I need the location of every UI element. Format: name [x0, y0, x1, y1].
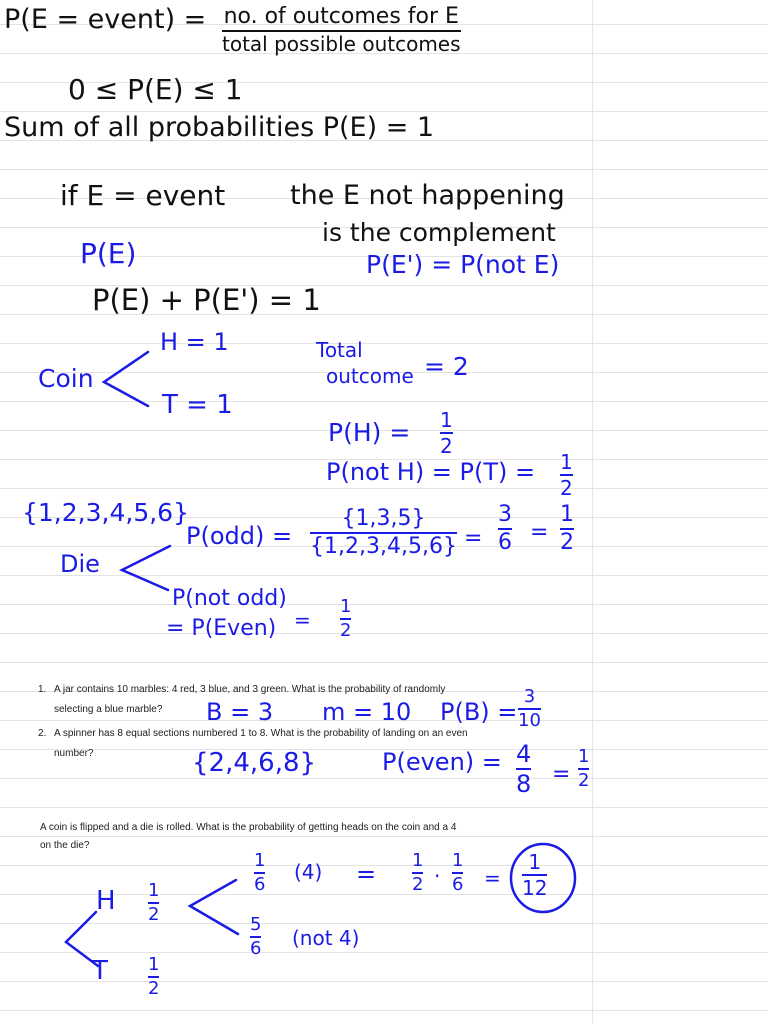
probability-range: 0 ≤ P(E) ≤ 1: [68, 73, 243, 106]
not-happening-text: the E not happening: [290, 180, 565, 211]
fraction-denominator: 2: [148, 978, 160, 999]
fraction-denominator: 2: [148, 904, 160, 925]
pnotodd-a: P(not odd): [172, 586, 287, 611]
fraction-denominator: 6: [452, 874, 464, 895]
coin-tails: T = 1: [162, 390, 233, 420]
fraction-denominator: 2: [412, 874, 424, 895]
formula-numerator: no. of outcomes for E: [223, 4, 459, 29]
pnoth-lhs: P(not H) = P(T) =: [326, 458, 536, 486]
p2-eq: =: [552, 762, 571, 787]
coin-label: Coin: [38, 364, 94, 393]
problem-3-line-1: A coin is flipped and a die is rolled. What is the probability of getting heads on the coin and a 4: [40, 822, 457, 833]
die-branch-stroke: [122, 546, 170, 590]
fraction-numerator: 1: [560, 502, 574, 527]
problem-2-number: 2.: [38, 728, 47, 739]
tree-tails: T: [92, 956, 108, 986]
fraction-numerator: 3: [498, 502, 512, 527]
fraction-numerator: 1: [528, 850, 542, 874]
fraction-denominator: 12: [522, 876, 548, 900]
is-complement-text: is the complement: [322, 218, 556, 247]
total-value: = 2: [424, 352, 469, 381]
pnotodd-eq: =: [294, 608, 311, 632]
die-label: Die: [60, 550, 100, 578]
podd-lhs: P(odd) =: [186, 522, 293, 550]
pe-text: P(E): [80, 237, 137, 270]
fraction-denominator: 6: [498, 530, 512, 555]
fraction-numerator: 1: [254, 850, 266, 871]
p1-total-count: m = 10: [322, 698, 412, 726]
pe-prime-text: P(E') = P(not E): [366, 250, 560, 279]
fraction-numerator: 1: [148, 954, 160, 975]
answer-circle: [511, 844, 575, 912]
fraction-numerator: 1: [148, 880, 160, 901]
tree-eq1: =: [356, 860, 377, 888]
podd-denominator: {1,2,3,4,5,6}: [310, 534, 457, 559]
tree-branch-4-label: (4): [294, 860, 323, 884]
coin-heads: H = 1: [160, 328, 229, 356]
p2-even-set: {2,4,6,8}: [192, 748, 317, 778]
tree-second-branch: [190, 880, 238, 934]
tree-branch-not4-label: (not 4): [292, 926, 360, 950]
p2-pe-lhs: P(even) =: [382, 748, 502, 776]
fraction-numerator: 1: [412, 850, 424, 871]
die-sample-space: {1,2,3,4,5,6}: [22, 498, 189, 527]
coin-branch-stroke: [104, 352, 148, 406]
ph-numerator: 1: [440, 408, 453, 432]
tree-eq2: =: [484, 866, 501, 890]
podd-eq1: =: [464, 526, 483, 551]
fraction-numerator: 3: [523, 686, 536, 707]
pnotodd-b: = P(Even): [166, 616, 277, 641]
fraction-numerator: 1: [578, 746, 590, 767]
if-event-text: if E = event: [60, 179, 226, 212]
p1-blue-count: B = 3: [206, 698, 274, 726]
fraction-denominator: 8: [516, 770, 532, 798]
podd-numerator: {1,3,5}: [341, 506, 426, 531]
fraction-denominator: 10: [518, 710, 541, 731]
fraction-denominator: 2: [560, 530, 574, 555]
problem-2-line-2: number?: [54, 748, 94, 759]
problem-1-line-2: selecting a blue marble?: [54, 704, 163, 715]
fraction-numerator: 1: [340, 596, 352, 617]
sum-of-probabilities: Sum of all probabilities P(E) = 1: [4, 112, 435, 143]
total-label-b: outcome: [326, 364, 414, 388]
problem-1-number: 1.: [38, 684, 47, 695]
problem-2-line-1: A spinner has 8 equal sections numbered 1 to 8. What is the probability of landing on an even: [54, 728, 468, 739]
formula-denominator: total possible outcomes: [222, 32, 461, 56]
problem-1-line-1: A jar contains 10 marbles: 4 red, 3 blue, and 3 green. What is the probability of randomly: [54, 684, 446, 695]
fraction-denominator: 2: [340, 620, 352, 641]
pnoth-numerator: 1: [560, 450, 573, 474]
ph-lhs: P(H) =: [328, 418, 411, 447]
fraction-numerator: 4: [516, 740, 532, 768]
pnoth-denominator: 2: [560, 476, 573, 500]
ph-denominator: 2: [440, 434, 453, 458]
podd-eq2: =: [530, 520, 549, 545]
tree-root-branch: [66, 912, 98, 966]
problem-3-line-2: on the die?: [40, 840, 90, 851]
fraction-numerator: 1: [452, 850, 464, 871]
fraction-denominator: 2: [578, 770, 590, 791]
pe-sum-text: P(E) + P(E') = 1: [92, 283, 321, 317]
fraction-denominator: 6: [250, 938, 262, 959]
tree-heads: H: [96, 886, 116, 916]
fraction-denominator: 6: [254, 874, 266, 895]
fraction-numerator: 5: [250, 914, 262, 935]
tree-dot: ·: [434, 864, 441, 888]
total-label-a: Total: [316, 338, 363, 362]
p1-pb-lhs: P(B) =: [440, 698, 518, 726]
formula-lhs: P(E = event) =: [4, 4, 207, 35]
